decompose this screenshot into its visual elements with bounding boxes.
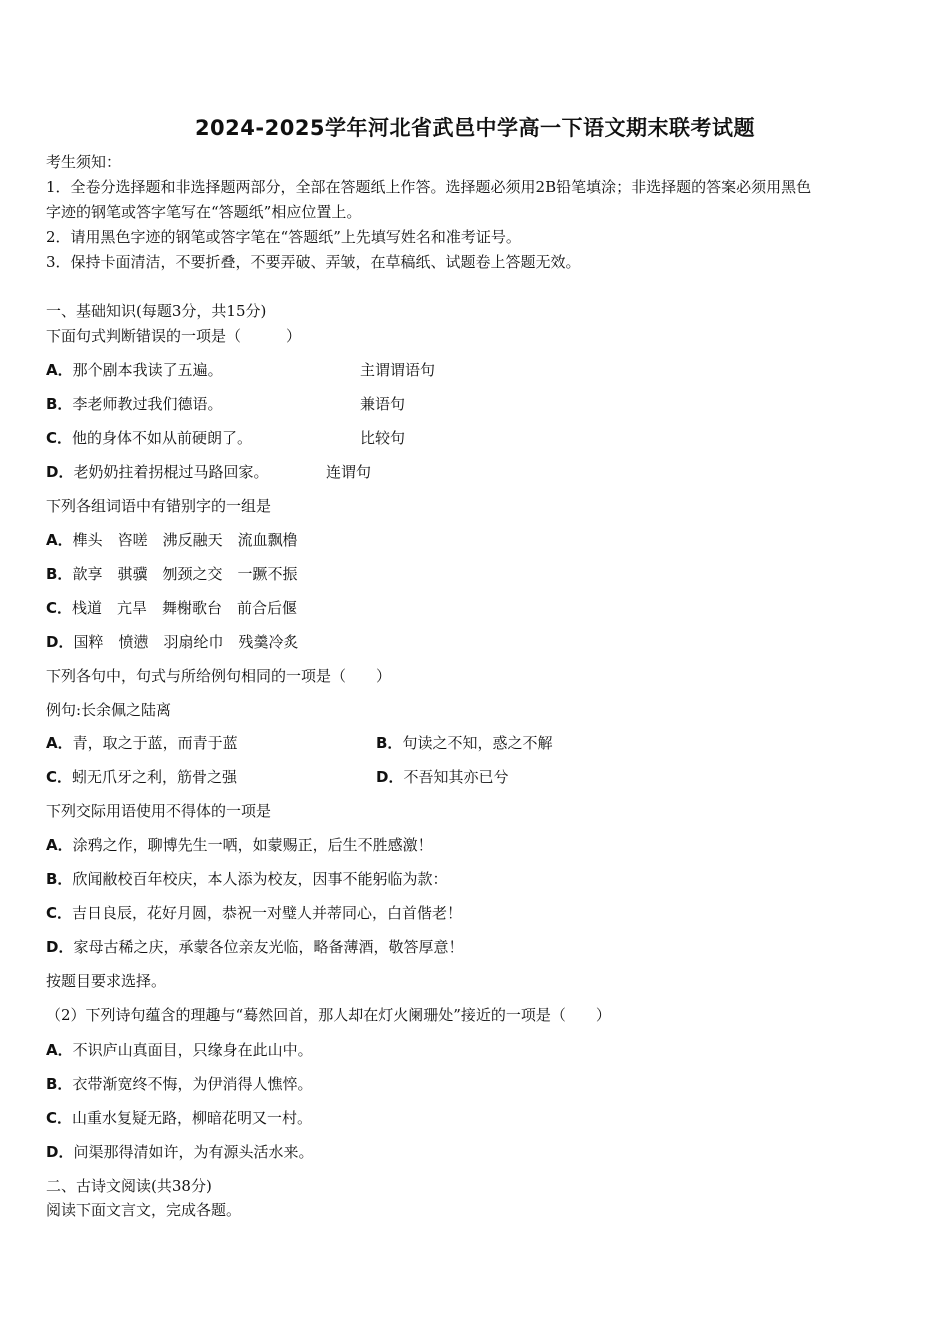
q5-option-d: [46, 1142, 313, 1162]
option-text: 山重水复疑无路，柳暗花明又一村。: [72, 1109, 313, 1127]
q1-stem: 下面句式判断错误的一项是（ ）: [46, 327, 302, 345]
q1-option-d: [46, 462, 268, 482]
option-label: A．: [46, 361, 73, 379]
option-text: 栈道 亢旱 舞榭歌台 前合后偃: [72, 599, 298, 617]
option-label: B．: [46, 565, 73, 583]
option-text: 那个剧本我读了五遍。: [72, 361, 223, 379]
q5-option-b: [46, 1074, 312, 1094]
option-label: B．: [46, 1075, 73, 1093]
option-label: C．: [46, 768, 73, 786]
option-text: 青，取之于蓝，而青于蓝: [72, 734, 238, 752]
q1-option-a: [46, 360, 223, 380]
q5-option-a: [46, 1040, 313, 1060]
option-label: A．: [46, 531, 73, 549]
option-text: 老奶奶拄着拐棍过马路回家。: [73, 463, 269, 481]
notice-line-3: 2．请用黑色字迹的钢笔或答字笔在“答题纸”上先填写姓名和准考证号。: [46, 228, 521, 246]
option-label: C．: [46, 1109, 73, 1127]
option-text: 歆享 骐骥 刎颈之交 一蹶不振: [72, 565, 298, 583]
q1-option-a-type: 主谓谓语句: [360, 361, 436, 379]
option-label: D．: [46, 633, 74, 651]
q1-option-c-type: 比较句: [360, 429, 406, 447]
option-label: C．: [46, 599, 73, 617]
section1-heading: 一、基础知识(每题3分，共15分): [46, 302, 267, 320]
option-text: 不吾知其亦已兮: [403, 768, 509, 786]
q5-option-c: [46, 1108, 312, 1128]
option-text: 蚓无爪牙之利，筋骨之强: [72, 768, 238, 786]
option-text: 欣闻敝校百年校庆，本人添为校友，因事不能躬临为款：: [72, 870, 448, 888]
option-label: B．: [46, 870, 73, 888]
notice-heading: 考生须知：: [46, 153, 122, 171]
option-text: 不识庐山真面目，只缘身在此山中。: [72, 1041, 313, 1059]
section2-instruction: 阅读下面文言文，完成各题。: [46, 1201, 242, 1219]
option-text: 句读之不知，惑之不解: [402, 734, 553, 752]
option-label: D．: [46, 1143, 74, 1161]
option-text: 涂鸦之作，聊博先生一哂，如蒙赐正，后生不胜感激！: [72, 836, 433, 854]
section2-heading: 二、古诗文阅读(共38分): [46, 1177, 212, 1195]
q4-option-b: [46, 869, 447, 889]
q4-option-a: [46, 835, 433, 855]
q3-option-d: [376, 767, 508, 787]
q2-option-a: [46, 530, 298, 550]
notice-line-2: 字迹的钢笔或答字笔写在“答题纸”相应位置上。: [46, 203, 362, 221]
option-label: D．: [46, 463, 74, 481]
option-label: B．: [376, 734, 403, 752]
option-label: B．: [46, 395, 73, 413]
q3-option-b: [376, 733, 552, 753]
q5-intro: 按题目要求选择。: [46, 972, 167, 990]
q1-option-b: [46, 394, 222, 414]
q1-option-d-type: 连谓句: [326, 463, 372, 481]
option-text: 他的身体不如从前硬朗了。: [72, 429, 253, 447]
q2-option-b: [46, 564, 297, 584]
q1-option-c: [46, 428, 252, 448]
option-text: 榫头 咨嗟 沸反融天 流血飘橹: [72, 531, 298, 549]
option-label: D．: [376, 768, 404, 786]
q5-stem: （2）下列诗句蕴含的理趣与“蓦然回首，那人却在灯火阑珊处”接近的一项是（ ）: [46, 1006, 611, 1024]
option-label: A．: [46, 1041, 73, 1059]
option-text: 吉日良辰，花好月圆，恭祝一对璧人并蒂同心，白首偕老！: [72, 904, 463, 922]
option-label: A．: [46, 836, 73, 854]
page-title: 2024-2025学年河北省武邑中学高一下语文期末联考试题: [194, 116, 756, 140]
option-label: A．: [46, 734, 73, 752]
q1-option-b-type: 兼语句: [360, 395, 406, 413]
q3-stem: 下列各句中，句式与所给例句相同的一项是（ ）: [46, 667, 392, 685]
q4-option-d: [46, 937, 463, 957]
notice-line-1: 1．全卷分选择题和非选择题两部分，全部在答题纸上作答。选择题必须用2B铅笔填涂；非选择题的答案必须用黑色: [46, 178, 812, 196]
option-text: 衣带渐宽终不悔，为伊消得人憔悴。: [72, 1075, 313, 1093]
option-text: 国粹 愤懑 羽扇纶巾 残羹冷炙: [73, 633, 299, 651]
q2-option-c: [46, 598, 297, 618]
option-text: 家母古稀之庆，承蒙各位亲友光临，略备薄酒，敬答厚意！: [73, 938, 464, 956]
q4-stem: 下列交际用语使用不得体的一项是: [46, 802, 272, 820]
option-text: 问渠那得清如许，为有源头活水来。: [73, 1143, 314, 1161]
q3-option-c: [46, 767, 237, 787]
notice-line-4: 3．保持卡面清洁，不要折叠，不要弄破、弄皱，在草稿纸、试题卷上答题无效。: [46, 253, 581, 271]
q3-example: 例句:长余佩之陆离: [46, 701, 172, 719]
q3-option-a: [46, 733, 238, 753]
option-label: C．: [46, 429, 73, 447]
option-label: C．: [46, 904, 73, 922]
q4-option-c: [46, 903, 462, 923]
q2-stem: 下列各组词语中有错别字的一组是: [46, 497, 272, 515]
q2-option-d: [46, 632, 298, 652]
option-label: D．: [46, 938, 74, 956]
option-text: 李老师教过我们德语。: [72, 395, 223, 413]
